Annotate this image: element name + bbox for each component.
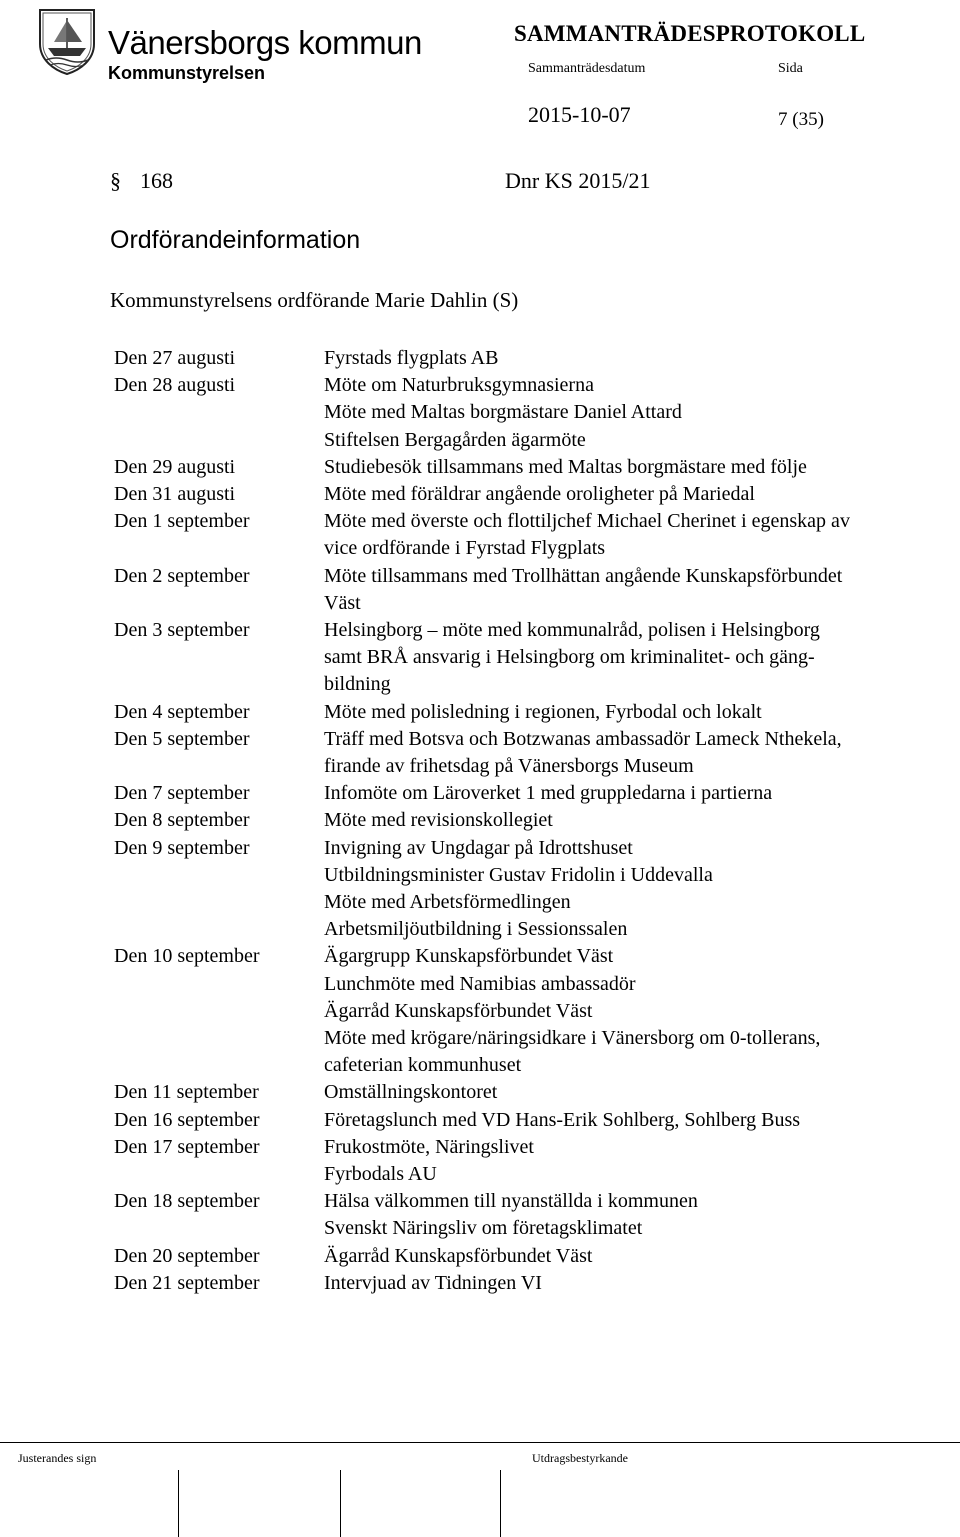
signature-box-divider xyxy=(178,1470,179,1537)
entry-date: Den 28 augusti xyxy=(114,374,236,397)
entry-date: Den 7 september xyxy=(114,782,250,805)
entry-activity: Hälsa välkommen till nyanställda i kommunen xyxy=(324,1190,698,1213)
page-number: 7 (35) xyxy=(778,109,824,130)
entry-activity: Intervjuad av Tidningen VI xyxy=(324,1271,542,1294)
entry-activity: Invigning av Ungdagar på Idrottshuset xyxy=(324,836,633,859)
entry-activity: Ägarråd Kunskapsförbundet Väst xyxy=(324,1244,593,1267)
entry-date: Den 11 september xyxy=(114,1081,259,1104)
page-title: Ordförandeinformation xyxy=(110,226,361,254)
entry-activity: Möte med föräldrar angående oroligheter på Mariedal xyxy=(324,483,755,505)
extract-certification-label: Utdragsbestyrkande xyxy=(532,1451,628,1465)
entry-activity: Infomöte om Läroverket 1 med gruppledarna i partierna xyxy=(324,782,773,805)
entry-activity: Väst xyxy=(324,591,361,614)
meeting-date: 2015-10-07 xyxy=(528,102,631,127)
section-sign: § xyxy=(110,168,121,193)
meeting-date-label: Sammanträdesdatum xyxy=(528,61,646,76)
entry-date: Den 1 september xyxy=(114,510,250,533)
department-name: Kommunstyrelsen xyxy=(108,63,266,83)
entry-activity: cafeterian kommunhuset xyxy=(324,1054,522,1077)
entry-activity: Omställningskontoret xyxy=(324,1081,498,1104)
diary-number: Dnr KS 2015/21 xyxy=(505,168,651,193)
entry-date: Den 20 september xyxy=(114,1244,260,1267)
entry-date: Den 17 september xyxy=(114,1135,260,1158)
entry-date: Den 29 augusti xyxy=(114,455,236,478)
signature-box-divider xyxy=(500,1470,501,1537)
entry-date: Den 8 september xyxy=(114,809,250,832)
signature-box-divider xyxy=(340,1470,341,1537)
entry-activity: Möte med Maltas borgmästare Daniel Attard xyxy=(324,401,682,424)
section-number: 168 xyxy=(140,168,173,193)
entry-activity: bildning xyxy=(324,673,391,696)
page-label: Sida xyxy=(778,61,803,76)
entry-date: Den 5 september xyxy=(114,727,250,750)
entry-date: Den 18 september xyxy=(114,1190,260,1213)
document-type: SAMMANTRÄDESPROTOKOLL xyxy=(514,21,866,46)
signature-label: Justerandes sign xyxy=(18,1451,97,1465)
entry-date: Den 2 september xyxy=(114,564,250,587)
entry-activity: samt BRÅ ansvarig i Helsingborg om kriminalitet- och gäng- xyxy=(324,646,815,669)
entry-activity: Frukostmöte, Näringslivet xyxy=(324,1135,534,1158)
entry-activity: Utbildningsminister Gustav Fridolin i Uddevalla xyxy=(324,863,713,886)
entry-activity: Arbetsmiljöutbildning i Sessionssalen xyxy=(324,918,628,941)
footer-divider xyxy=(0,1442,960,1443)
entry-date: Den 9 september xyxy=(114,836,250,859)
entry-activity: Träff med Botsva och Botzwanas ambassadör Lameck Nthekela, xyxy=(324,727,842,750)
entry-activity: Möte med Arbetsförmedlingen xyxy=(324,891,571,913)
entry-activity: Möte med revisionskollegiet xyxy=(324,809,553,832)
entry-activity: Möte tillsammans med Trollhättan angående Kunskapsförbundet xyxy=(324,564,843,587)
entry-activity: Möte om Naturbruksgymnasierna xyxy=(324,374,594,397)
entry-activity: Lunchmöte med Namibias ambassadör xyxy=(324,972,636,995)
entry-activity: Stiftelsen Bergagården ägarmöte xyxy=(324,428,586,451)
entry-activity: Företagslunch med VD Hans-Erik Sohlberg, Sohlberg Buss xyxy=(324,1108,801,1131)
entry-activity: Fyrstads flygplats AB xyxy=(324,347,499,369)
entry-date: Den 21 september xyxy=(114,1271,260,1294)
entry-activity: Studiebesök tillsammans med Maltas borgmästare med följe xyxy=(324,455,807,478)
entry-activity: Svenskt Näringsliv om företagsklimatet xyxy=(324,1217,643,1240)
entry-activity: Möte med överste och flottiljchef Michael Cherinet i egenskap av xyxy=(324,510,850,533)
organization-name: Vänersborgs kommun xyxy=(108,24,422,61)
entry-activity: Möte med polisledning i regionen, Fyrbodal och lokalt xyxy=(324,700,762,723)
page-subtitle: Kommunstyrelsens ordförande Marie Dahlin (S) xyxy=(110,288,519,312)
entry-activity: Fyrbodals AU xyxy=(324,1163,437,1185)
entry-date: Den 10 september xyxy=(114,945,260,968)
entry-date: Den 4 september xyxy=(114,700,250,723)
entry-date: Den 16 september xyxy=(114,1108,260,1131)
entry-activity: firande av frihetsdag på Vänersborgs Museum xyxy=(324,755,694,777)
entry-activity: Helsingborg – möte med kommunalråd, polisen i Helsingborg xyxy=(324,619,820,641)
entry-activity: Möte med krögare/näringsidkare i Vänersborg om 0-tollerans, xyxy=(324,1027,821,1049)
entry-activity: Ägargrupp Kunskapsförbundet Väst xyxy=(324,945,614,968)
entry-date: Den 31 augusti xyxy=(114,483,236,505)
entry-activity: vice ordförande i Fyrstad Flygplats xyxy=(324,537,606,560)
entry-date: Den 27 augusti xyxy=(114,347,236,369)
entry-date: Den 3 september xyxy=(114,619,250,641)
entry-activity: Ägarråd Kunskapsförbundet Väst xyxy=(324,999,593,1022)
